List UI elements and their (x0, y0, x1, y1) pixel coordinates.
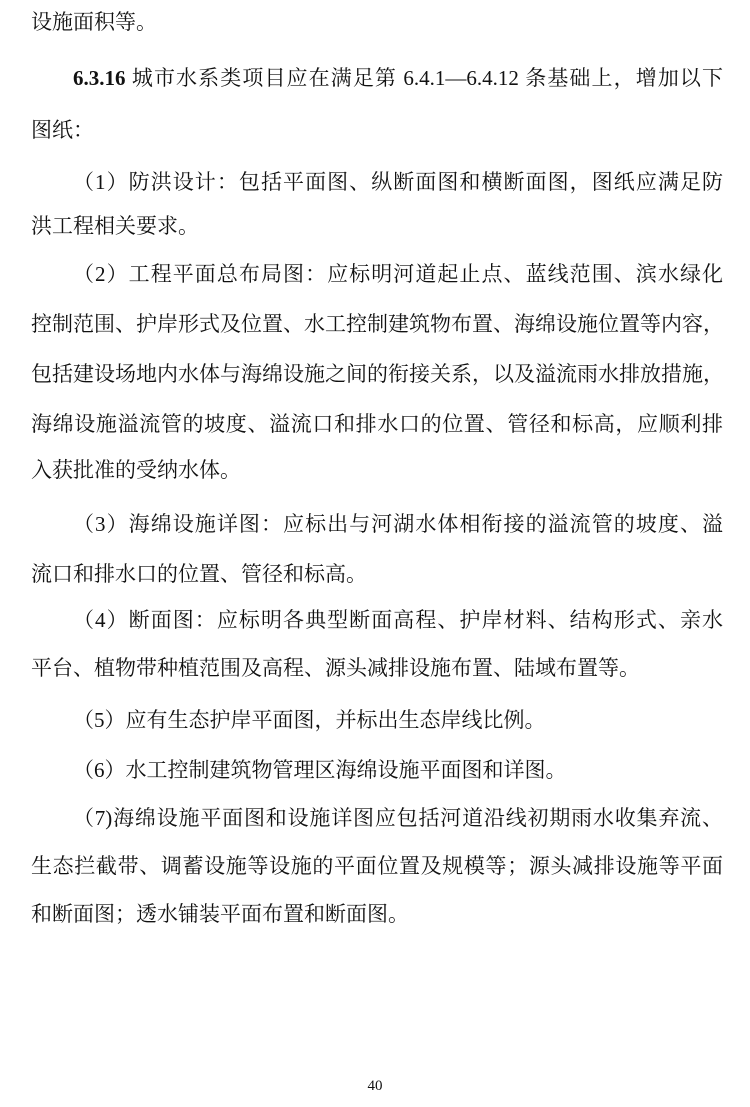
page-number: 40 (367, 1078, 383, 1094)
text-line: （4）断面图：应标明各典型断面高程、护岸材料、结构形式、亲水 (73, 608, 723, 632)
text-line: 控制范围、护岸形式及位置、水工控制建筑物布置、海绵设施位置等内容， (31, 312, 724, 336)
text-line: 海绵设施溢流管的坡度、溢流口和排水口的位置、管径和标高，应顺利排 (31, 412, 723, 436)
text-line: 流口和排水口的位置、管径和标高。 (31, 562, 367, 586)
text-line: 城市水系类项目应在满足第 6.4.1—6.4.12 条基础上，增加以下 (131, 66, 724, 90)
text-line: 生态拦截带、调蓄设施等设施的平面位置及规模等；源头减排设施等平面 (31, 854, 723, 878)
text-line: 包括建设场地内水体与海绵设施之间的衔接关系，以及溢流雨水排放措施， (31, 362, 724, 386)
text-line: 入获批准的受纳水体。 (31, 458, 241, 482)
text-line: 设施面积等。 (31, 10, 157, 34)
text-line: （7)海绵设施平面图和设施详图应包括河道沿线初期雨水收集弃流、 (73, 806, 723, 830)
text-line: 洪工程相关要求。 (31, 214, 199, 238)
text-line: （3）海绵设施详图：应标出与河湖水体相衔接的溢流管的坡度、溢 (73, 512, 723, 536)
text-line: （6）水工控制建筑物管理区海绵设施平面图和详图。 (73, 758, 567, 782)
text-line: （5）应有生态护岸平面图，并标出生态岸线比例。 (73, 708, 546, 732)
text-line: 平台、植物带种植范围及高程、源头减排设施布置、陆域布置等。 (31, 656, 640, 680)
clause-number: 6.3.16 (73, 66, 126, 90)
text-line: 图纸： (31, 118, 94, 142)
text-line: 和断面图；透水铺装平面布置和断面图。 (31, 902, 409, 926)
clause-heading (73, 65, 723, 91)
text-line: （2）工程平面总布局图：应标明河道起止点、蓝线范围、滨水绿化 (73, 262, 723, 286)
text-line: （1）防洪设计：包括平面图、纵断面图和横断面图，图纸应满足防 (73, 170, 723, 194)
